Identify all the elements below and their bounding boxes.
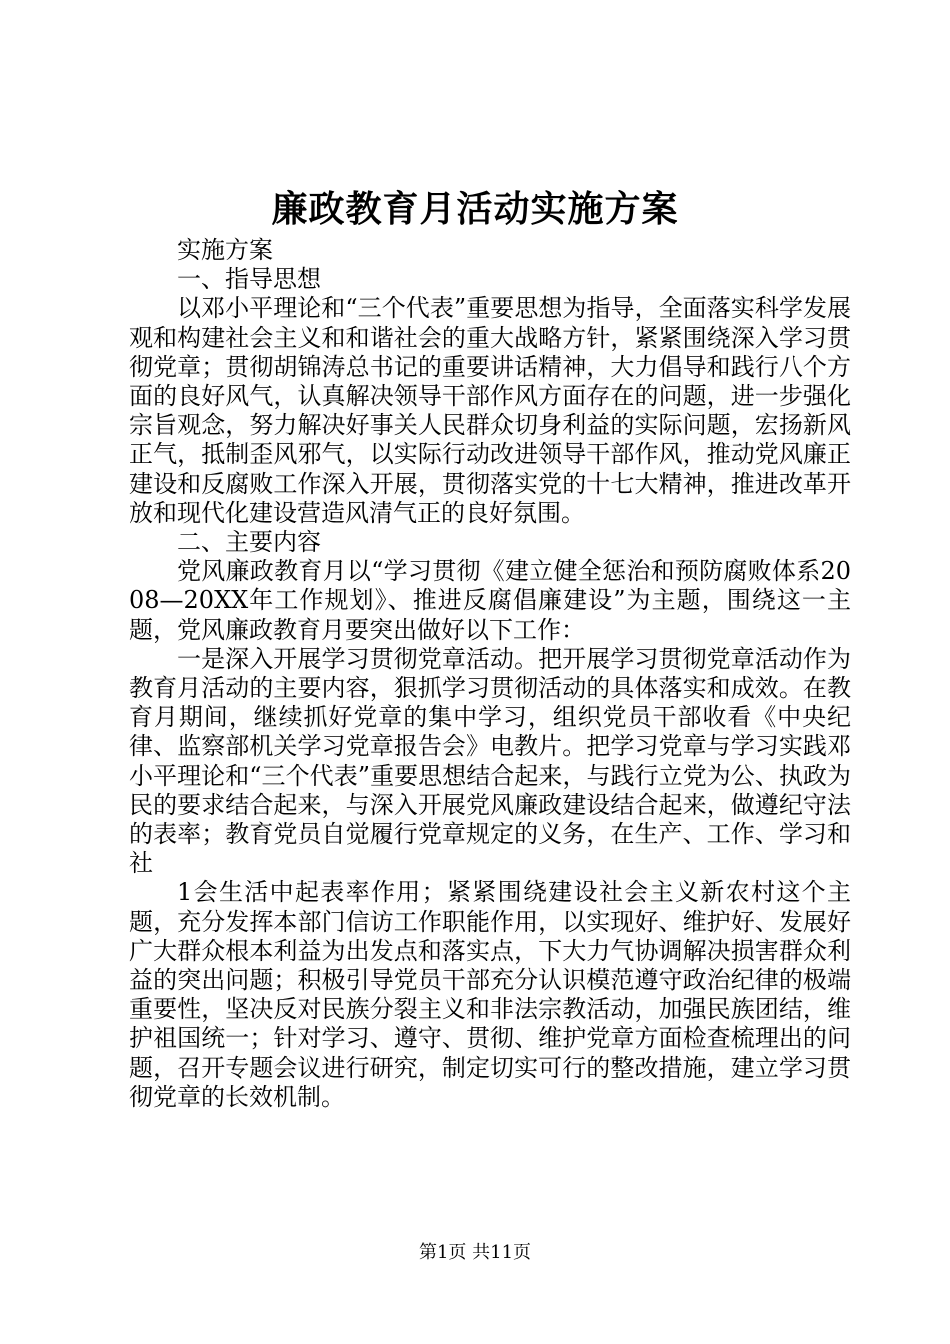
- page-number-footer: 第1页 共11页: [418, 1242, 532, 1263]
- document-body: [129, 236, 851, 1112]
- paragraph-party-constitution-study: 一是深入开展学习贯彻党章活动。把开展学习贯彻党章活动作为教育月活动的主要内容，狠抓学习贯彻活动的具体落实和成效。在教育月期间，继续抓好党章的集中学习，组织党员干部收看《中央纪律、监察部机关学习党章报告会》电教片。把学习党章与学习实践邓小平理论和“三个代表”重要思想结合起来，与践行立党为公、执政为民的要求结合起来，与深入开展党风廉政建设结合起来，做遵纪守法的表率；教育党员自觉履行党章规定的义务，在生产、工作、学习和社: [129, 644, 851, 878]
- document-title: 廉政教育月活动实施方案: [271, 188, 679, 230]
- paragraph-main-content-intro: 党风廉政教育月以“学习贯彻《建立健全惩治和预防腐败体系2008—20XX年工作规划》、推进反腐倡廉建设”为主题，围绕这一主题，党风廉政教育月要突出做好以下工作：: [129, 557, 851, 644]
- section-heading-main-content: 二、主要内容: [177, 528, 321, 557]
- section-heading-guiding-ideology: 一、指导思想: [177, 265, 321, 294]
- paragraph-plan-label: 实施方案: [177, 236, 273, 264]
- paragraph-continuation: 1会生活中起表率作用；紧紧围绕建设社会主义新农村这个主题，充分发挥本部门信访工作职能作用，以实现好、维护好、发展好广大群众根本利益为出发点和落实点，下大力气协调解决损害群众利益的突出问题；积极引导党员干部充分认识模范遵守政治纪律的极端重要性，坚决反对民族分裂主义和非法宗教活动，加强民族团结，维护祖国统一；针对学习、遵守、贯彻、维护党章方面检查梳理出的问题，召开专题会议进行研究，制定切实可行的整改措施，建立学习贯彻党章的长效机制。: [129, 878, 851, 1111]
- paragraph-guiding-ideology: 以邓小平理论和“三个代表”重要思想为指导，全面落实科学发展观和构建社会主义和和谐社会的重大战略方针，紧紧围绕深入学习贯彻党章；贯彻胡锦涛总书记的重要讲话精神，大力倡导和践行八个方面的良好风气，认真解决领导干部作风方面存在的问题，进一步强化宗旨观念，努力解决好事关人民群众切身利益的实际问题，宏扬新风正气，抵制歪风邪气，以实际行动改进领导干部作风，推动党风廉正建设和反腐败工作深入开展，贯彻落实党的十七大精神，推进改革开放和现代化建设营造风清气正的良好氛围。: [129, 294, 851, 527]
